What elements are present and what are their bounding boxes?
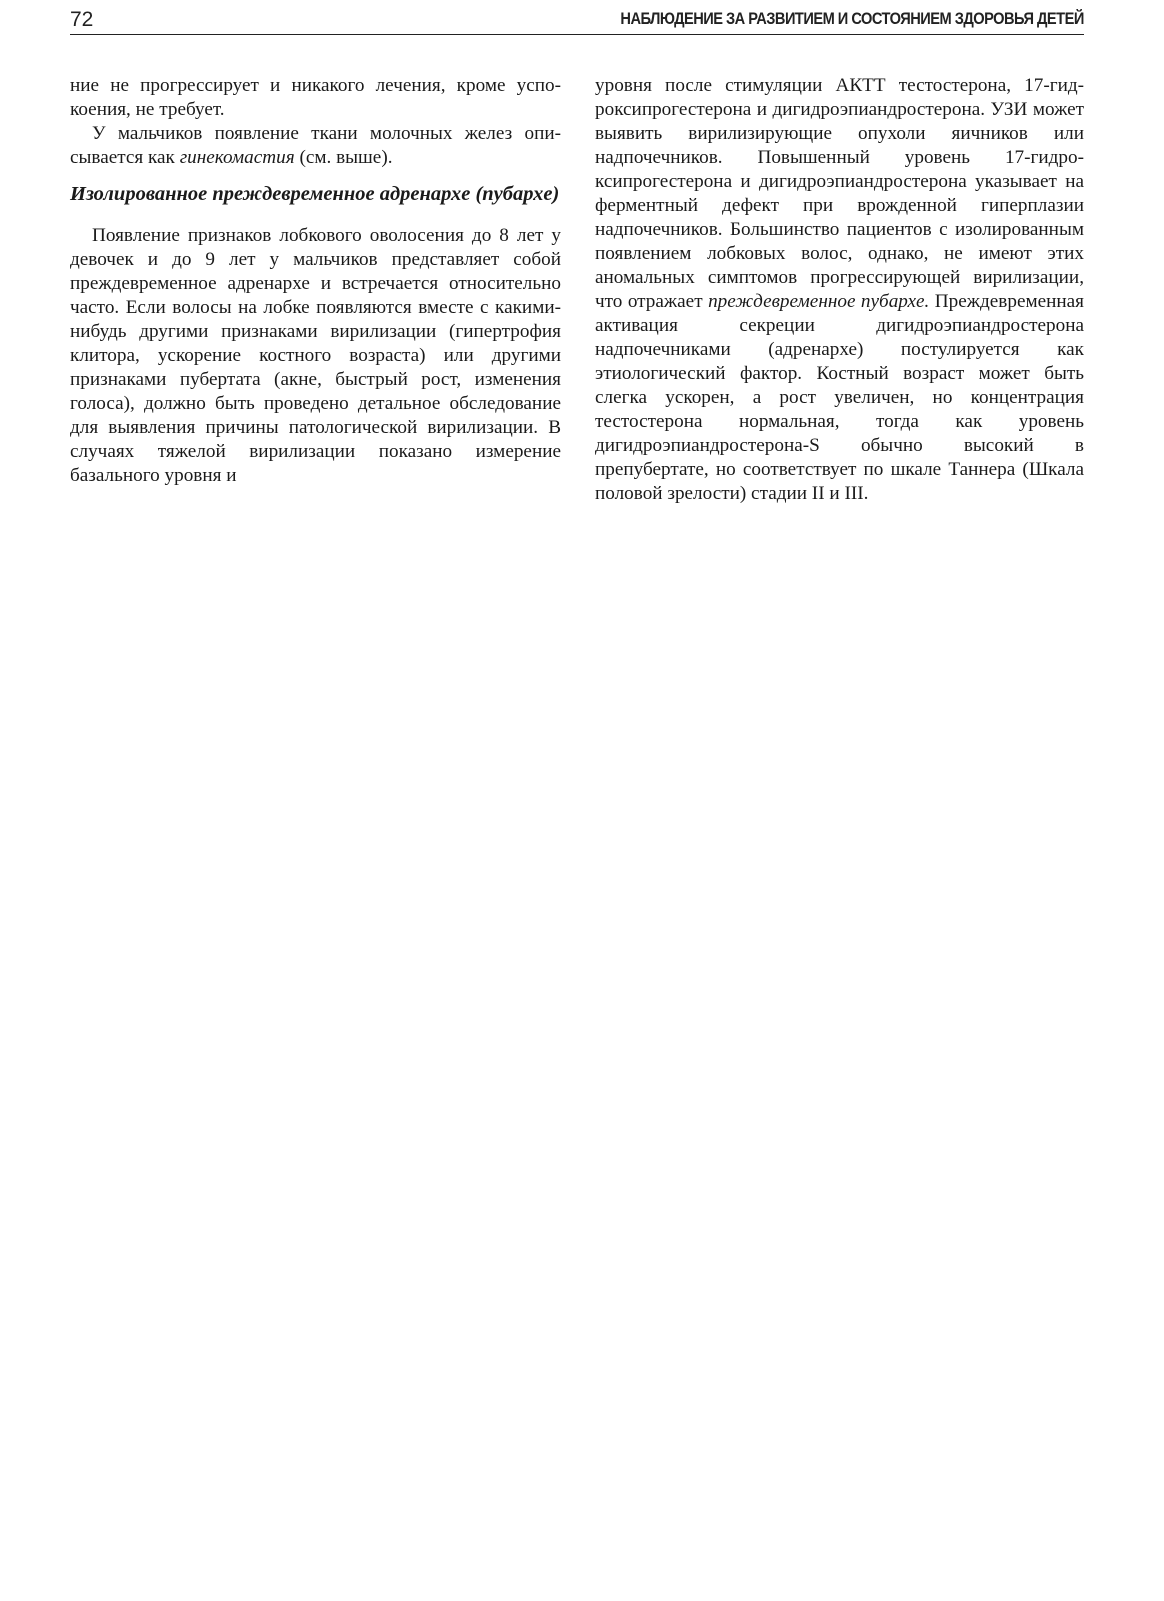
text-run: Преждевременная активация секреции дигидроэпиандростерона надпочечниками (адренархе) постулируется как этиологический фактор. Костный возраст может быть слегка ускорен, а рост увеличен, но концентрация тестостерона нормальная, тогда как уровень дигидроэпиандростерона-S обычно высокий в препубертате, но соответствует по шкале Таннера (Шкала половой зрелости) стадии II и III. (595, 291, 1085, 504)
page-number: 72 (70, 8, 94, 31)
emphasis-term: гинекомастия (179, 147, 295, 168)
page-header (70, 6, 1084, 35)
right-column (595, 74, 1084, 506)
paragraph-gynecomastia (70, 122, 561, 170)
running-title: НАБЛЮДЕНИЕ ЗА РАЗВИТИЕМ И СОСТОЯНИЕМ ЗДОРОВЬЯ ДЕТЕЙ (620, 9, 1084, 28)
paragraph-continuation: ние не прогрессирует и никакого лечения, кроме успокоения, не требует. (70, 75, 561, 120)
section-heading: Изолированное преждевременное адренархе (пубархе) (70, 183, 560, 205)
left-column (70, 74, 561, 488)
text-run: (см. выше). (294, 147, 393, 168)
text-run: уровня после стимуляции АКТТ тестостерона, 17-гидроксипрогестерона и дигидроэпиандростерона. УЗИ может выявить вирилизирующие опухоли яичников или надпочечников. Повышенный уровень 17-гидроксипрогестерона и дигидроэпиандростерона указывает на ферментный дефект при врожденной гиперплазии надпочечников. Большинство пациентов с изолированным появлением лобковых волос, однако, не имеют этих аномальных симптомов прогрессирующей вирилизации, что отражает (595, 75, 1084, 312)
text-run: У мальчиков появление ткани молочных желез описывается как (70, 123, 561, 168)
paragraph-continued (595, 74, 1084, 506)
emphasis-term: преждевременное пубархе. (708, 291, 930, 312)
paragraph-pubarche: Появление признаков лобкового оволосения до 8 лет у девочек и до 9 лет у мальчиков представляет собой преждевременное адренархе и встречается относительно часто. Если волосы на лобке появляются вместе с какими-нибудь другими признаками вирилизации (гипертрофия клитора, ускорение костного возраста) или другими признаками пубертата (акне, быстрый рост, изменения голоса), должно быть проведено детальное обследование для выявления причины патологической вирилизации. В случаях тяжелой вирилизации показано измерение базального уровня и (70, 225, 561, 486)
